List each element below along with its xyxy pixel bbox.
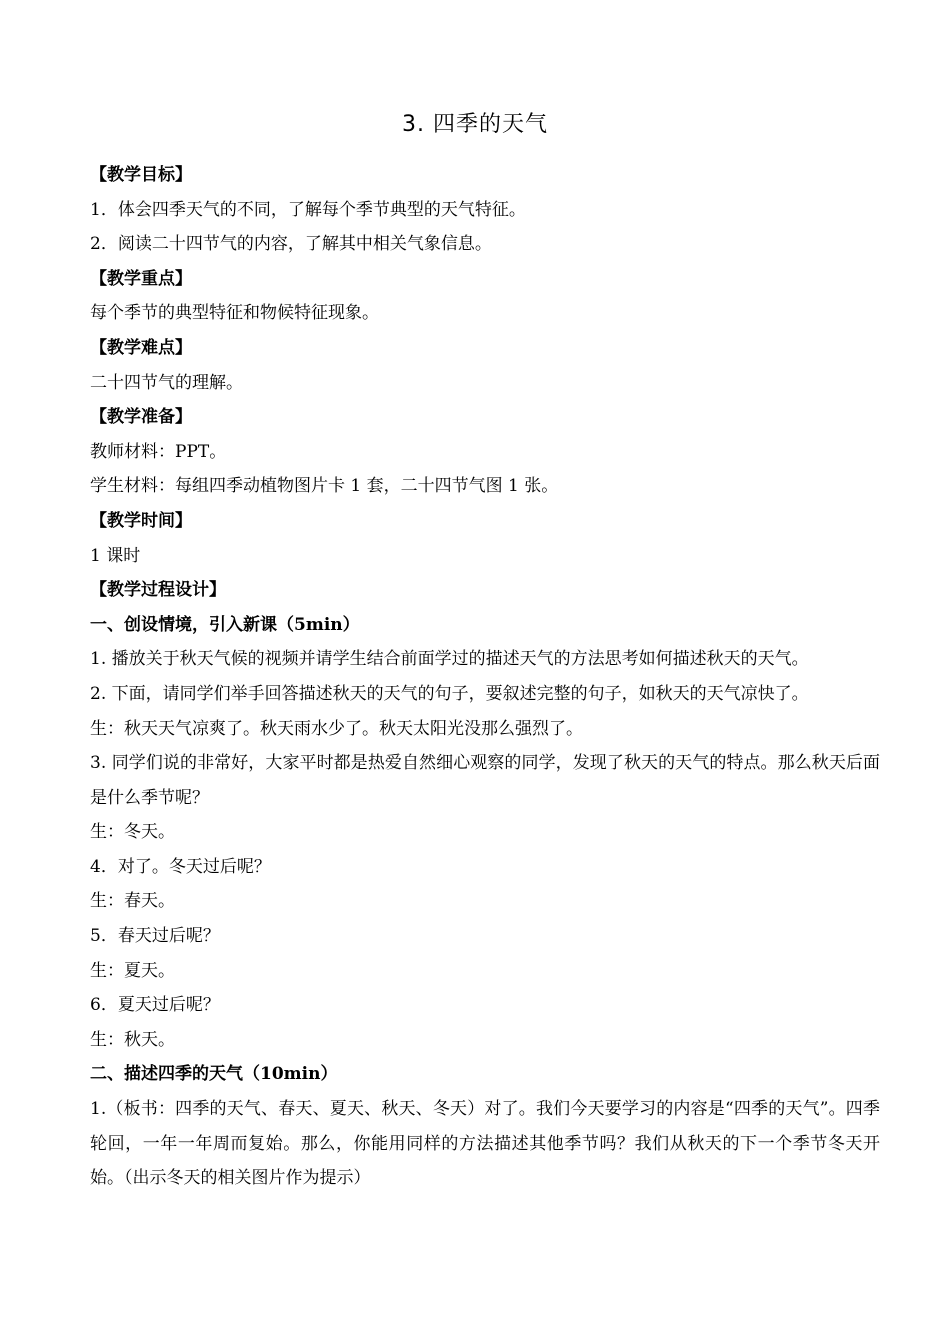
- paragraph: 教师材料：PPT。: [90, 441, 227, 462]
- section-heading: 【教学过程设计】: [90, 580, 226, 601]
- paragraph: 5．春天过后呢？: [90, 926, 220, 947]
- paragraph: 每个季节的典型特征和物候特征现象。: [90, 303, 379, 324]
- paragraph: 生：春天。: [90, 891, 175, 912]
- section-heading: 【教学重点】: [90, 268, 192, 289]
- section-heading: 【教学目标】: [90, 165, 192, 185]
- section-heading: 【教学准备】: [90, 407, 192, 428]
- paragraph: 1 课时: [90, 545, 141, 566]
- paragraph: 2．阅读二十四节气的内容，了解其中相关气象信息。: [90, 234, 492, 255]
- paragraph: 生：夏天。: [90, 960, 175, 981]
- paragraph: 3. 同学们说的非常好，大家平时都是热爱自然细心观察的同学，发现了秋天的天气的特点。那么秋天后面是什么季节呢？: [90, 753, 880, 808]
- paragraph: 学生材料：每组四季动植物图片卡 1 套，二十四节气图 1 张。: [90, 476, 559, 497]
- paragraph: 6．夏天过后呢？: [90, 995, 220, 1016]
- paragraph: 2. 下面，请同学们举手回答描述秋天的天气的句子，要叙述完整的句子，如秋天的天气凉快了。: [90, 683, 809, 704]
- paragraph: 生：秋天。: [90, 1029, 175, 1050]
- paragraph: 生：秋天天气凉爽了。秋天雨水少了。秋天太阳光没那么强烈了。: [90, 718, 583, 739]
- section-heading: 【教学时间】: [90, 510, 192, 531]
- paragraph: 二十四节气的理解。: [90, 372, 243, 393]
- paragraph: 1.（板书：四季的天气、春天、夏天、秋天、冬天）对了。我们今天要学习的内容是“四季的天气”。四季轮回，一年一年周而复始。那么，你能用同样的方法描述其他季节吗？我们从秋天的下一个季节冬天开始。（出示冬天的相关图片作为提示）: [90, 1099, 880, 1189]
- document-body: [90, 158, 880, 1196]
- document-title: 3. 四季的天气: [402, 112, 548, 137]
- paragraph: 1．体会四季天气的不同，了解每个季节典型的天气特征。: [90, 199, 526, 220]
- section-heading: 二、描述四季的天气（10min）: [90, 1064, 338, 1085]
- section-heading: 【教学难点】: [90, 337, 192, 358]
- paragraph: 生：冬天。: [90, 822, 175, 843]
- paragraph: 1. 播放关于秋天气候的视频并请学生结合前面学过的描述天气的方法思考如何描述秋天的天气。: [90, 649, 809, 670]
- paragraph: 4．对了。冬天过后呢？: [90, 856, 271, 877]
- section-heading: 一、创设情境，引入新课（5min）: [90, 614, 360, 635]
